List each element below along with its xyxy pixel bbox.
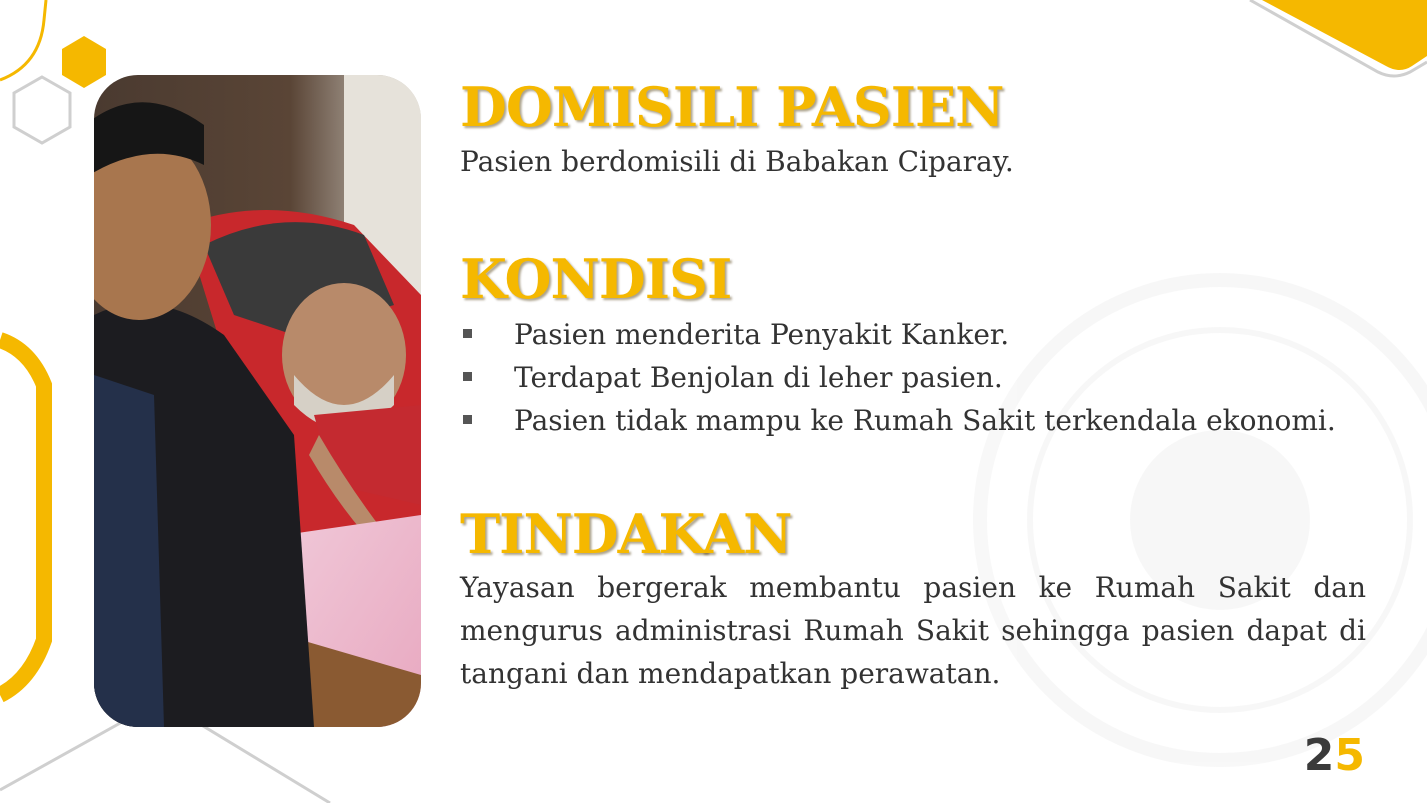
left-yellow-band	[0, 340, 44, 695]
yellow-hexagon	[62, 36, 106, 88]
top-left-curve	[0, 0, 46, 80]
square-bullet-icon	[463, 415, 472, 424]
patient-photo	[94, 75, 421, 727]
top-right-gray-outline	[1250, 0, 1427, 76]
page-number-first-digit: 2	[1303, 730, 1335, 781]
condition-item-text: Pasien tidak mampu ke Rumah Sakit terkendala ekonomi.	[514, 404, 1336, 437]
condition-item	[460, 356, 1366, 399]
condition-item	[460, 313, 1366, 356]
condition-item	[460, 399, 1366, 442]
top-right-yellow-shape	[1262, 0, 1427, 70]
page-number-second-digit: 5	[1334, 730, 1365, 781]
condition-item-text: Terdapat Benjolan di leher pasien.	[514, 361, 1003, 394]
gray-hexagon-outline	[14, 77, 70, 143]
square-bullet-icon	[463, 329, 472, 338]
domicile-heading: DOMISILI PASIEN	[460, 75, 1004, 139]
photo-placeholder-icon	[94, 75, 421, 727]
page-number	[1303, 730, 1365, 781]
square-bullet-icon	[463, 372, 472, 381]
action-heading: TINDAKAN	[460, 502, 792, 566]
condition-item-text: Pasien menderita Penyakit Kanker.	[514, 318, 1010, 351]
condition-heading: KONDISI	[460, 247, 732, 311]
action-text: Yayasan bergerak membantu pasien ke Rumah Sakit dan mengurus administrasi Rumah Sakit sehingga pasien dapat di tangani dan mendapatkan perawatan.	[460, 571, 1366, 690]
condition-list	[460, 313, 1366, 442]
domicile-text: Pasien berdomisili di Babakan Ciparay.	[460, 145, 1014, 178]
